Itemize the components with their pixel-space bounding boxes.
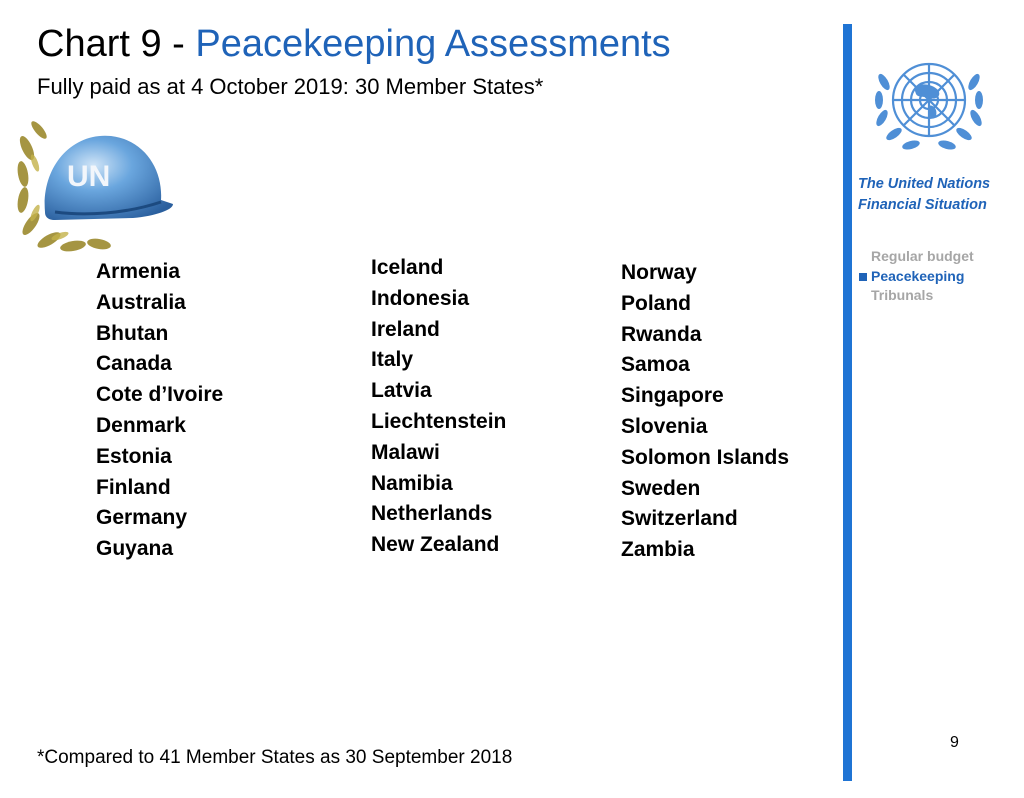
member-state: Australia (96, 290, 186, 314)
member-state: Indonesia (371, 286, 470, 310)
member-state: Guyana (96, 537, 174, 561)
member-state: Cote d’Ivoire (96, 383, 224, 407)
sidebar-item-tribunals[interactable] (858, 286, 974, 306)
member-state: Switzerland (621, 507, 738, 531)
member-state: Canada (96, 352, 172, 376)
member-state: Iceland (371, 256, 444, 279)
member-state: Sweden (621, 476, 701, 500)
vertical-divider (843, 24, 852, 781)
sidebar-heading-line2: Financial Situation (858, 197, 987, 213)
member-state: Malawi (371, 440, 440, 464)
un-helmet-icon (15, 108, 175, 253)
sidebar-nav (858, 247, 974, 306)
member-state: Netherlands (371, 502, 493, 526)
member-states-column-2 (371, 253, 506, 561)
helmet-text: UN (67, 160, 111, 193)
member-state: Singapore (621, 384, 724, 408)
member-state: Samoa (621, 353, 690, 377)
page-subtitle: Fully paid as at 4 October 2019: 30 Member States* (37, 74, 544, 99)
sidebar-item-label: Peacekeeping (871, 267, 965, 284)
member-state: Poland (621, 291, 692, 315)
member-state: Germany (96, 506, 188, 530)
member-state: Slovenia (621, 414, 708, 438)
member-states-column-1 (96, 257, 223, 565)
page-title (37, 22, 671, 66)
member-state: Estonia (96, 444, 172, 468)
member-states-column-3 (621, 258, 789, 566)
sidebar-item-regular-budget[interactable] (858, 247, 974, 267)
sidebar-item-label: Tribunals (871, 287, 934, 303)
member-state: Liechtenstein (371, 409, 507, 433)
sidebar-heading-line1: The United Nations (858, 176, 991, 192)
member-state: Namibia (371, 471, 453, 495)
member-state: Zambia (621, 538, 695, 562)
page-title-main: Peacekeeping Assessments (195, 23, 671, 65)
member-state: Ireland (371, 317, 440, 341)
un-emblem-icon (866, 48, 992, 156)
sidebar-item-peacekeeping[interactable] (858, 267, 974, 287)
member-state: Italy (371, 348, 414, 372)
sidebar-item-label: Regular budget (871, 248, 974, 264)
member-state: Denmark (96, 413, 186, 437)
sidebar-heading (858, 174, 990, 216)
page-number: 9 (950, 734, 959, 751)
page-title-prefix: Chart 9 - (37, 23, 196, 65)
member-state: Latvia (371, 379, 432, 403)
member-state: Bhutan (96, 321, 169, 345)
member-state: Norway (621, 261, 697, 284)
member-state: New Zealand (371, 533, 500, 557)
member-state: Armenia (96, 260, 181, 283)
footnote: *Compared to 41 Member States as 30 September 2018 (37, 747, 513, 768)
member-state: Rwanda (621, 322, 702, 346)
member-state: Solomon Islands (621, 445, 790, 469)
square-bullet-icon (859, 273, 867, 281)
member-state: Finland (96, 475, 171, 499)
